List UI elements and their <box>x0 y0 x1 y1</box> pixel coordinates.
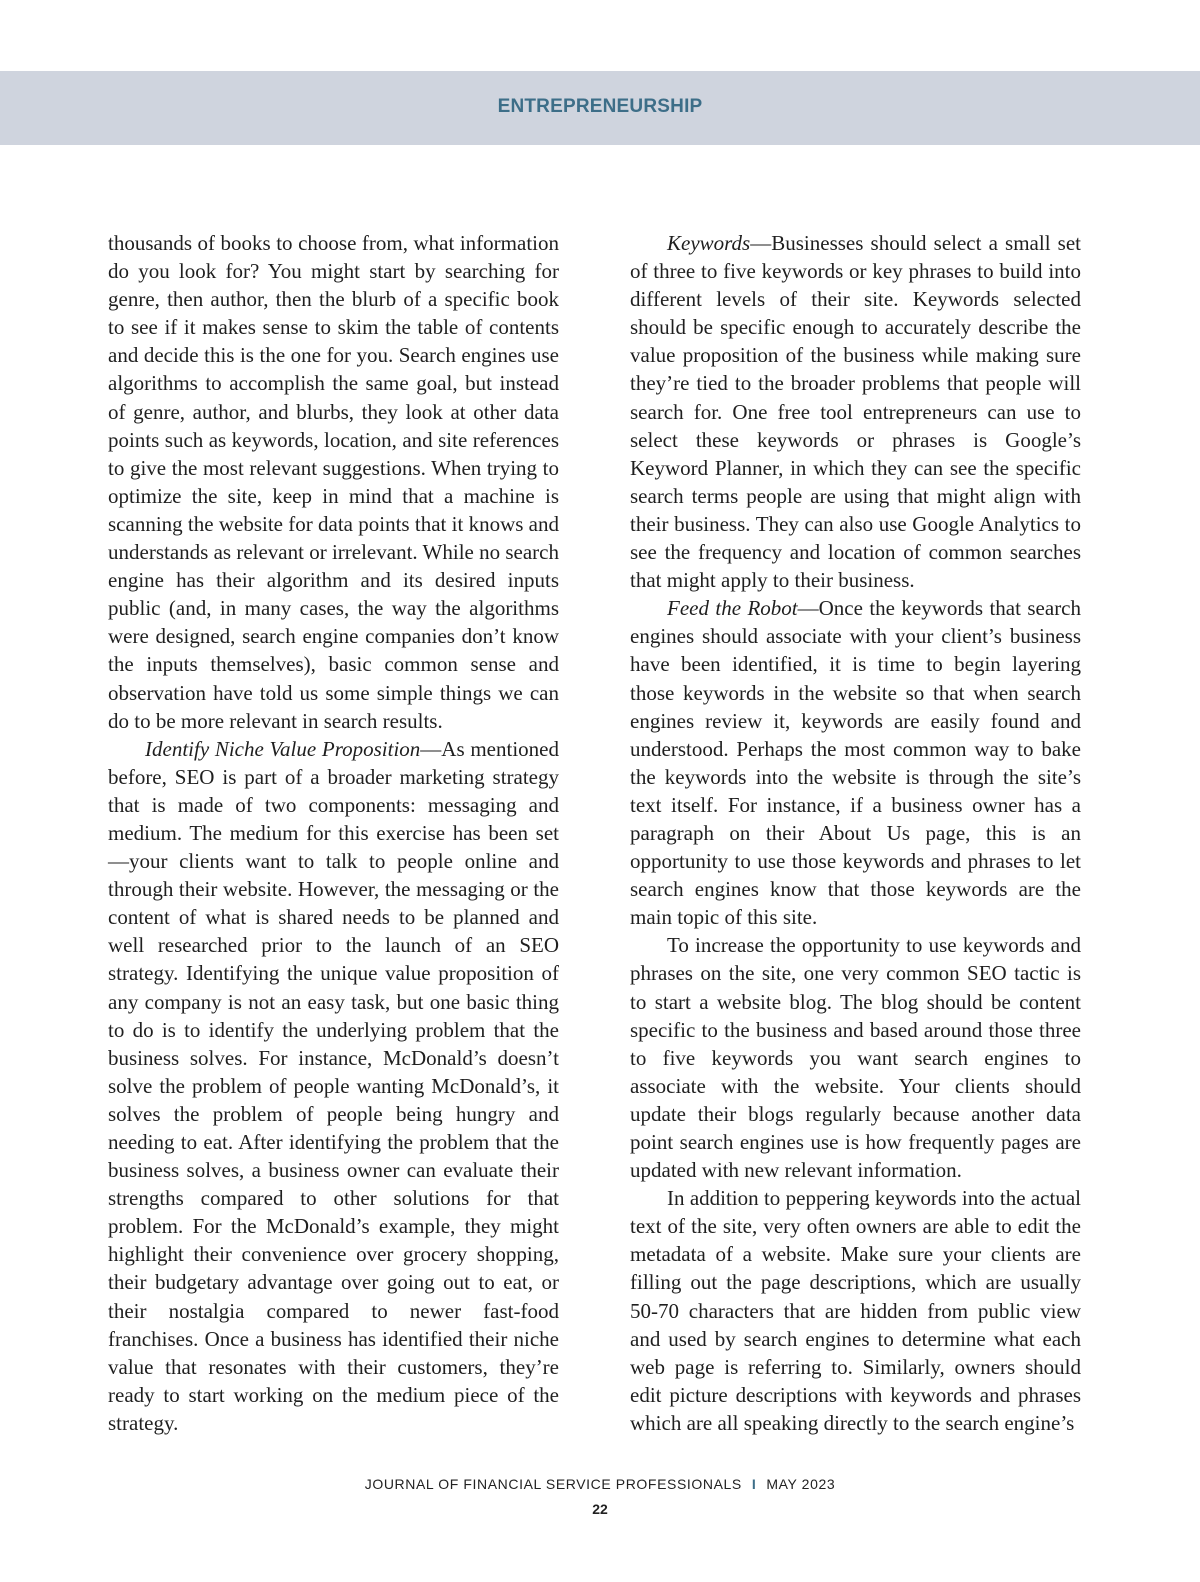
paragraph-text: —Once the keywords that search engines should associate with your client’s business have been identified, it is time to begin layering those keywords in the website so that when search engines review it, keywords are easily found and understood. Perhaps the most common way to bake the keywords into the website is through the site’s text itself. For instance, if a business owner has a paragraph on their About Us page, this is an opportunity to use those keywords and phrases to let search engines know that those keywords are the main topic of this site. <box>630 596 1082 930</box>
journal-name: JOURNAL OF FINANCIAL SERVICE PROFESSIONALS <box>364 1476 742 1492</box>
running-footer <box>0 1476 1200 1492</box>
left-text-column <box>108 229 559 1437</box>
paragraph-run-in-heading: Keywords <box>667 231 751 255</box>
body-paragraph <box>108 735 559 1437</box>
right-text-column <box>630 229 1081 1437</box>
paragraph-run-in-heading: Identify Niche Value Proposition <box>145 736 421 761</box>
paragraph-text: —Businesses should select a small set of three to five keywords or key phrases to build into different levels of their site. Keywords selected should be specific enough to accurately describe the value proposition of the business while making sure they’re tied to the broader problems that people will search for. One free tool entrepreneurs can use to select these keywords or phrases is Google’s Keyword Planner, in which they can see the specific search terms people are using that might align with their business. They can also use Google Analytics to see the frequency and location of common searches that might apply to their business. <box>630 231 1081 593</box>
body-paragraph <box>630 594 1081 931</box>
body-paragraph <box>630 229 1081 594</box>
body-paragraph: In addition to peppering keywords into the actual text of the site, very often owners are able to edit the metadata of a website. Make sure your clients are filling out the page descriptions, which are usually 50-70 characters that are hidden from public view and used by search engines to determine what each web page is referring to. Similarly, owners should edit picture descriptions with keywords and phrases which are all speaking directly to the search engine’s <box>630 1186 1081 1435</box>
paragraph-text: —As mentioned before, SEO is part of a broader marketing strategy that is made of two components: messaging and medium. The medium for this exercise has been set—your clients want to talk to people online and through their website. However, the messaging or the content of what is shared needs to be planned and well researched prior to the launch of an SEO strategy. Identifying the unique value proposition of any company is not an easy task, but one basic thing to do is to identify the underlying problem that the business solves. For instance, McDonald’s doesn’t solve the problem of people wanting McDonald’s, it solves the problem of people being hungry and needing to eat. After identifying the problem that the business solves, a business owner can evaluate their strengths compared to other solutions for that problem. For the McDonald’s example, they might highlight their convenience over grocery shopping, their budgetary advantage over going out to eat, or their nostalgia compared to newer fast-food franchises. Once a business has identified their niche value that resonates with their customers, they’re ready to start working on the medium piece of the strategy. <box>108 736 559 1435</box>
page-number: 22 <box>592 1501 608 1517</box>
body-paragraph: thousands of books to choose from, what information do you look for? You might start by searching for genre, then author, then the blurb of a specific book to see if it makes sense to skim the table of contents and decide this is the one for you. Search engines use algorithms to accomplish the same goal, but instead of genre, author, and blurbs, they look at other data points such as keywords, location, and site references to give the most relevant suggestions. When trying to optimize the site, keep in mind that a machine is scanning the website for data points that it knows and understands as relevant or irrelevant. While no search engine has their algorithm and its desired inputs public (and, in many cases, the way the algorithms were designed, search engine companies don’t know the inputs themselves), basic common sense and observation have told us some simple things we can do to be more relevant in search results. <box>108 231 559 733</box>
paragraph-run-in-heading: Feed the Robot <box>667 596 798 621</box>
body-paragraph: To increase the opportunity to use keywords and phrases on the site, one very common SEO tactic is to start a website blog. The blog should be content specific to the business and based around those three to five keywords you want search engines to associate with the website. Your clients should update their blogs regularly because another data point search engines use is how frequently pages are updated with new relevant information. <box>630 933 1081 1183</box>
section-title: ENTREPRENEURSHIP <box>497 96 703 117</box>
issue-date: MAY 2023 <box>766 1476 836 1492</box>
footer-separator: I <box>751 1476 757 1492</box>
